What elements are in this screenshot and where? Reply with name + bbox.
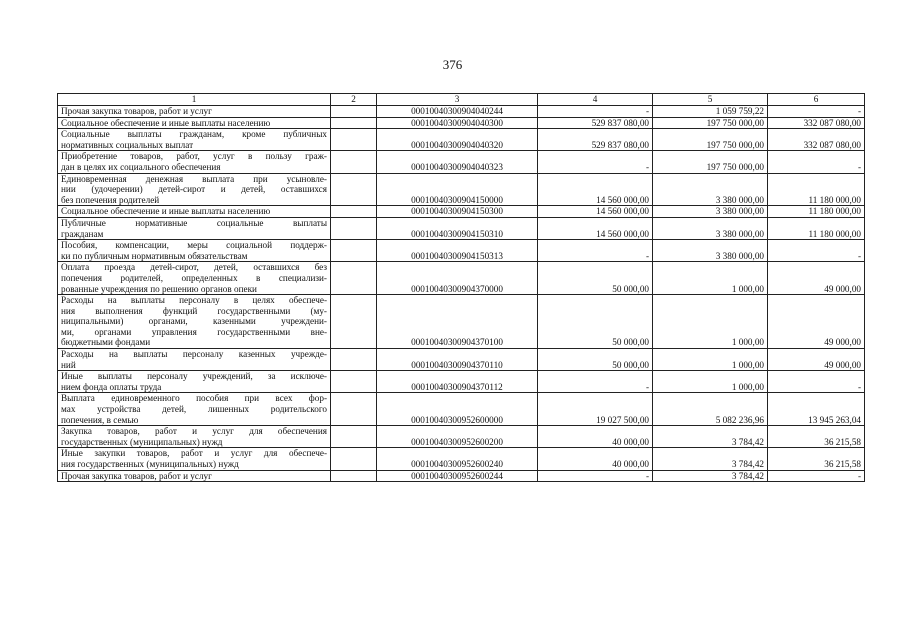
row-name-line: нии (удочерении) детей-сирот и детей, оставшихся bbox=[61, 184, 327, 195]
row-name-line: Прочая закупка товаров, работ и услуг bbox=[61, 470, 212, 481]
value-col5-cell: 3 784,42 bbox=[653, 426, 768, 448]
value-col5-cell: 3 784,42 bbox=[653, 470, 768, 482]
row-name-cell bbox=[58, 151, 331, 173]
row-name-line: Расходы на выплаты персоналу в целях обеспече- bbox=[61, 295, 327, 306]
col2-cell bbox=[331, 295, 377, 349]
value-col5-cell: 3 784,42 bbox=[653, 448, 768, 470]
value-col6-cell: 36 215,58 bbox=[768, 426, 865, 448]
value-col6-cell: 49 000,00 bbox=[768, 349, 865, 371]
table-row bbox=[58, 117, 865, 129]
row-name-line: ки по публичным нормативным обязательствам bbox=[61, 250, 248, 261]
code-cell: 00010040300952600244 bbox=[377, 470, 538, 482]
table-row bbox=[58, 206, 865, 218]
table-row bbox=[58, 217, 865, 239]
value-col6-cell: - bbox=[768, 470, 865, 482]
value-col4-cell: 529 837 080,00 bbox=[538, 117, 653, 129]
row-name-line: рованные учреждения по решению органов опеки bbox=[61, 283, 257, 294]
table-row bbox=[58, 129, 865, 151]
col2-cell bbox=[331, 426, 377, 448]
value-col4-cell: 50 000,00 bbox=[538, 262, 653, 295]
value-col5-cell: 3 380 000,00 bbox=[653, 217, 768, 239]
row-name-line: нормативных социальных выплат bbox=[61, 139, 194, 150]
value-col5-cell: 3 380 000,00 bbox=[653, 240, 768, 262]
row-name-cell bbox=[58, 129, 331, 151]
value-col5-cell: 3 380 000,00 bbox=[653, 206, 768, 218]
value-col4-cell: - bbox=[538, 240, 653, 262]
value-col4-cell: 50 000,00 bbox=[538, 295, 653, 349]
row-name-line: Социальное обеспечение и иные выплаты населению bbox=[61, 206, 271, 217]
code-cell: 00010040300904370110 bbox=[377, 349, 538, 371]
value-col4-cell: 40 000,00 bbox=[538, 426, 653, 448]
row-name-line: бюджетными фондами bbox=[61, 337, 151, 348]
row-name-cell bbox=[58, 470, 331, 482]
row-name-cell bbox=[58, 173, 331, 206]
header-col-1: 1 bbox=[58, 94, 331, 106]
row-name-line: ми, органами управления государственными вне- bbox=[61, 326, 327, 337]
value-col6-cell: - bbox=[768, 240, 865, 262]
table-row bbox=[58, 262, 865, 295]
code-cell: 00010040300904040323 bbox=[377, 151, 538, 173]
value-col6-cell: 49 000,00 bbox=[768, 262, 865, 295]
value-col6-cell: - bbox=[768, 151, 865, 173]
row-name-line: Приобретение товаров, работ, услуг в пользу граж- bbox=[61, 151, 327, 162]
col2-cell bbox=[331, 217, 377, 239]
code-cell: 00010040300904150300 bbox=[377, 206, 538, 218]
row-name-line: Социальные выплаты гражданам, кроме публичных bbox=[61, 129, 327, 140]
row-name-line: Пособия, компенсации, меры социальной поддерж- bbox=[61, 240, 327, 251]
code-cell: 00010040300904040300 bbox=[377, 117, 538, 129]
col2-cell bbox=[331, 262, 377, 295]
row-name-line: Прочая закупка товаров, работ и услуг bbox=[61, 106, 212, 116]
header-col-4: 4 bbox=[538, 94, 653, 106]
header-col-3: 3 bbox=[377, 94, 538, 106]
table-row bbox=[58, 151, 865, 173]
row-name-cell bbox=[58, 426, 331, 448]
value-col5-cell: 197 750 000,00 bbox=[653, 151, 768, 173]
value-col4-cell: 14 560 000,00 bbox=[538, 173, 653, 206]
row-name-cell bbox=[58, 206, 331, 218]
code-cell: 00010040300904370000 bbox=[377, 262, 538, 295]
page-number: 376 bbox=[442, 57, 463, 72]
row-name-line: Оплата проезда детей-сирот, детей, оставшихся без bbox=[61, 262, 327, 273]
col2-cell bbox=[331, 470, 377, 482]
value-col5-cell: 1 000,00 bbox=[653, 262, 768, 295]
value-col5-cell: 197 750 000,00 bbox=[653, 129, 768, 151]
row-name-line: попечения, в семью bbox=[61, 414, 139, 425]
budget-table bbox=[57, 93, 865, 482]
table-row bbox=[58, 426, 865, 448]
table-row bbox=[58, 448, 865, 470]
table-row bbox=[58, 106, 865, 118]
row-name-line: Единовременная денежная выплата при усыновле- bbox=[61, 173, 327, 184]
row-name-line: Социальное обеспечение и иные выплаты населению bbox=[61, 117, 271, 128]
row-name-line: ния государственных (муниципальных) нужд bbox=[61, 459, 239, 469]
value-col4-cell: 19 027 500,00 bbox=[538, 393, 653, 426]
value-col4-cell: - bbox=[538, 470, 653, 482]
table-row bbox=[58, 173, 865, 206]
value-col4-cell: 14 560 000,00 bbox=[538, 217, 653, 239]
row-name-line: гражданам bbox=[61, 228, 104, 239]
col2-cell bbox=[331, 106, 377, 118]
value-col4-cell: 50 000,00 bbox=[538, 349, 653, 371]
code-cell: 00010040300904150000 bbox=[377, 173, 538, 206]
table-row bbox=[58, 295, 865, 349]
code-cell: 00010040300904370112 bbox=[377, 371, 538, 393]
col2-cell bbox=[331, 240, 377, 262]
value-col5-cell: 1 000,00 bbox=[653, 295, 768, 349]
value-col6-cell: 11 180 000,00 bbox=[768, 206, 865, 218]
table-header-row bbox=[58, 94, 865, 106]
value-col5-cell: 1 059 759,22 bbox=[653, 106, 768, 118]
row-name-cell bbox=[58, 371, 331, 393]
code-cell: 00010040300904150310 bbox=[377, 217, 538, 239]
value-col5-cell: 197 750 000,00 bbox=[653, 117, 768, 129]
value-col6-cell: 11 180 000,00 bbox=[768, 173, 865, 206]
row-name-line: Расходы на выплаты персоналу казенных учрежде- bbox=[61, 349, 327, 360]
table-row bbox=[58, 349, 865, 371]
header-col-5: 5 bbox=[653, 94, 768, 106]
col2-cell bbox=[331, 371, 377, 393]
row-name-line: ния выполнения функций государственными (му- bbox=[61, 305, 327, 316]
value-col4-cell: - bbox=[538, 151, 653, 173]
code-cell: 00010040300904370100 bbox=[377, 295, 538, 349]
col2-cell bbox=[331, 393, 377, 426]
row-name-cell bbox=[58, 393, 331, 426]
code-cell: 00010040300904150313 bbox=[377, 240, 538, 262]
value-col6-cell: 11 180 000,00 bbox=[768, 217, 865, 239]
row-name-line: без попечения родителей bbox=[61, 194, 160, 205]
col2-cell bbox=[331, 448, 377, 470]
budget-table-body bbox=[58, 94, 865, 482]
value-col6-cell: - bbox=[768, 371, 865, 393]
row-name-line: Иные закупки товаров, работ и услуг для обеспече- bbox=[61, 448, 327, 459]
col2-cell bbox=[331, 173, 377, 206]
code-cell: 00010040300952600000 bbox=[377, 393, 538, 426]
row-name-line: нием фонда оплаты труда bbox=[61, 381, 162, 392]
value-col6-cell: 13 945 263,04 bbox=[768, 393, 865, 426]
value-col6-cell: 332 087 080,00 bbox=[768, 117, 865, 129]
col2-cell bbox=[331, 206, 377, 218]
row-name-line: Закупка товаров, работ и услуг для обеспечения bbox=[61, 426, 327, 437]
table-row bbox=[58, 393, 865, 426]
row-name-line: Иные выплаты персоналу учреждений, за исключе- bbox=[61, 371, 327, 382]
row-name-line: Выплата единовременного пособия при всех фор- bbox=[61, 393, 327, 404]
row-name-line: государственных (муниципальных) нужд bbox=[61, 436, 223, 447]
row-name-cell bbox=[58, 117, 331, 129]
table-row bbox=[58, 470, 865, 482]
table-row bbox=[58, 240, 865, 262]
row-name-line: ниципальными) органами, казенными учреждени- bbox=[61, 316, 327, 327]
value-col4-cell: 529 837 080,00 bbox=[538, 129, 653, 151]
row-name-cell bbox=[58, 349, 331, 371]
row-name-line: ний bbox=[61, 359, 76, 370]
value-col4-cell: 40 000,00 bbox=[538, 448, 653, 470]
value-col5-cell: 5 082 236,96 bbox=[653, 393, 768, 426]
value-col6-cell: 36 215,58 bbox=[768, 448, 865, 470]
value-col4-cell: - bbox=[538, 106, 653, 118]
col2-cell bbox=[331, 151, 377, 173]
code-cell: 00010040300952600240 bbox=[377, 448, 538, 470]
col2-cell bbox=[331, 349, 377, 371]
header-col-2: 2 bbox=[331, 94, 377, 106]
code-cell: 00010040300904040320 bbox=[377, 129, 538, 151]
code-cell: 00010040300904040244 bbox=[377, 106, 538, 118]
value-col4-cell: - bbox=[538, 371, 653, 393]
value-col4-cell: 14 560 000,00 bbox=[538, 206, 653, 218]
row-name-line: мах устройства детей, лишенных родительского bbox=[61, 404, 327, 415]
row-name-line: дан в целях их социального обеспечения bbox=[61, 161, 221, 172]
header-col-6: 6 bbox=[768, 94, 865, 106]
code-cell: 00010040300952600200 bbox=[377, 426, 538, 448]
row-name-cell bbox=[58, 262, 331, 295]
row-name-line: попечения родителей, определенных в специализи- bbox=[61, 272, 327, 283]
row-name-cell bbox=[58, 217, 331, 239]
row-name-cell bbox=[58, 240, 331, 262]
col2-cell bbox=[331, 129, 377, 151]
col2-cell bbox=[331, 117, 377, 129]
row-name-line: Публичные нормативные социальные выплаты bbox=[61, 217, 327, 228]
table-row bbox=[58, 371, 865, 393]
value-col5-cell: 1 000,00 bbox=[653, 349, 768, 371]
value-col6-cell: 332 087 080,00 bbox=[768, 129, 865, 151]
value-col5-cell: 1 000,00 bbox=[653, 371, 768, 393]
row-name-cell bbox=[58, 295, 331, 349]
value-col6-cell: - bbox=[768, 106, 865, 118]
row-name-cell bbox=[58, 448, 331, 470]
row-name-cell bbox=[58, 106, 331, 118]
value-col6-cell: 49 000,00 bbox=[768, 295, 865, 349]
value-col5-cell: 3 380 000,00 bbox=[653, 173, 768, 206]
